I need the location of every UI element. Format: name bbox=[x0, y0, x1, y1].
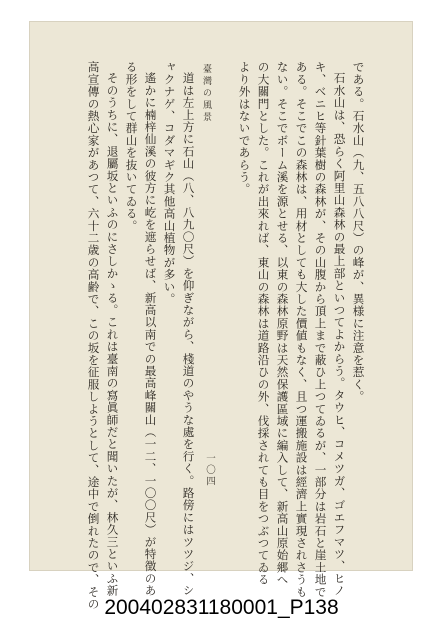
text-column: そのうちに、退屬坂といふのにさしかゝる。これは臺南の寫眞師だと聞いたが、林久三といふ新 bbox=[105, 72, 120, 597]
text-column: である。石水山（九、五八八尺）の峰が、異様に注意を惹く。 bbox=[351, 61, 366, 403]
text-column: る形をして群山を抜いてゐる。 bbox=[124, 61, 139, 232]
text-column: 石水山は、恐らく阿里山森林の最上部といつてよからう。タウヒ、コメツガ、ゴエフマツ、ヒノ bbox=[332, 72, 347, 597]
text-column: 高宣傳の熱心家があつて、六十二歳の高齢で、この坂を征服しようとして、途中で倒れたので、その bbox=[86, 61, 101, 610]
text-column: 遙かに楠梓仙溪の彼方に屹を遮らせば、新高以南での最高峰關山（一二、一〇〇尺）が特徴のあ bbox=[143, 72, 158, 597]
image-id-caption: 200402831180001_P138 bbox=[104, 596, 339, 619]
text-column: ない。そこでボーム溪を源とせる、以東の森林原野は天然保護區域に編入して、新高山原始郷へ bbox=[275, 61, 290, 586]
text-column: の大關門とした。これが出來れば、東山の森林は道路沿ひの外、伐採されても目をつぶつてゐる bbox=[256, 61, 271, 586]
text-column: ャクナゲ、コダマギク其他高山植物が多い。 bbox=[162, 61, 177, 305]
text-column: キ、ベニヒ等針葉樹の森林が、その山腹から頂上まで蔽ひ上つてゐるが、一部分は岩石と崖土地で bbox=[313, 61, 328, 598]
text-column: より外はないであらう。 bbox=[237, 61, 252, 196]
page-number: 一〇四 bbox=[204, 453, 215, 488]
running-title: 臺灣の風景 bbox=[201, 64, 211, 124]
text-column: 道は左上方に石山（八、八九〇尺）を仰ぎながら、棧道のやうな處を行く。路傍にはツツジ、シ bbox=[181, 72, 196, 597]
text-column: ある。そこでこの森林は、用材としても大した價値もなく、且つ運搬施設は經濟上實現されさうも bbox=[294, 61, 309, 598]
